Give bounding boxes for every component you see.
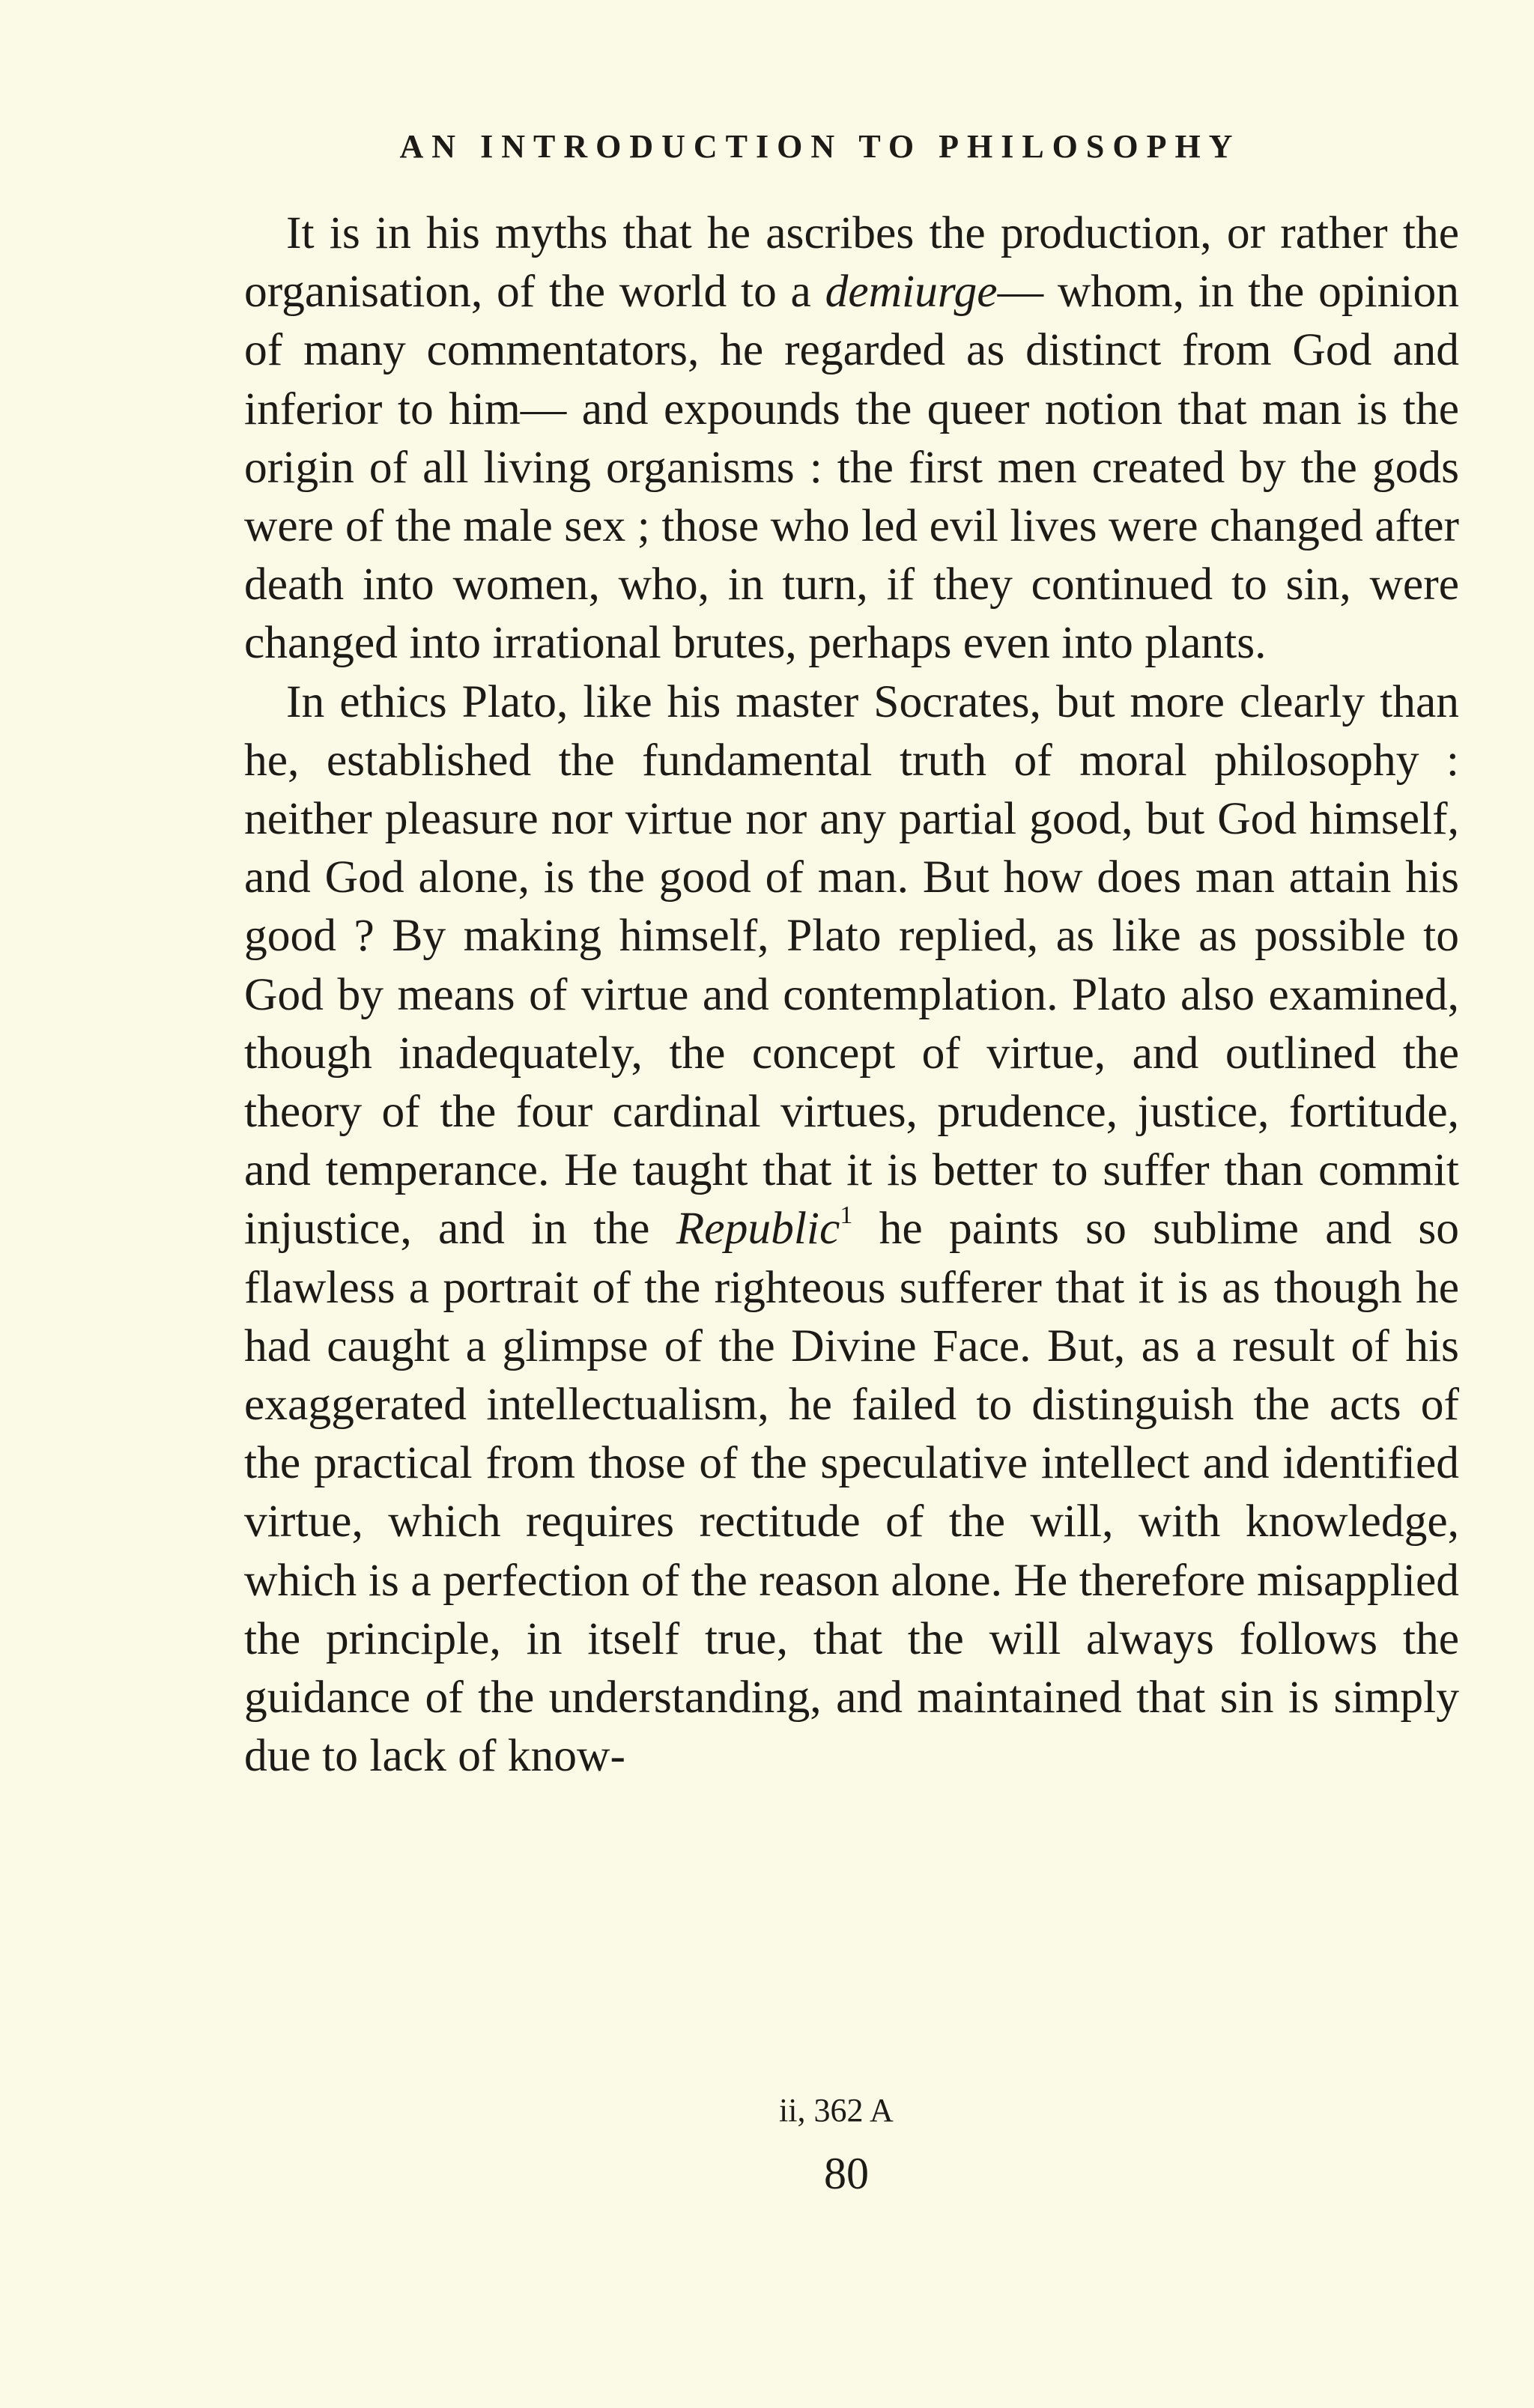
paragraph-1-text-a: It is in his myths that he ascribes the production, or rather the organisation, of the world to a [244,207,1459,318]
page-number: 80 [824,2149,869,2198]
italic-title-republic: Republic [676,1203,840,1255]
paragraph-1-text-b: — whom, in the opinion of many commentators, he regarded as distinct from God and inferior to him— and expounds the queer notion that man is the origin of all living organisms : the first men created by the gods were of the male sex ; those who led evil lives were changed after death into women, who, in turn, if they continued to sin, were changed into irrational brutes, perhaps even into plants. [244,266,1459,669]
italic-term-demiurge: demiurge [825,266,998,318]
paragraph-1 [244,204,1459,673]
footnote: ii, 362 A [779,2092,894,2129]
paragraph-2-text-a: In ethics Plato, like his master Socrates, but more clearly than he, established the fundamental truth of moral philosophy : neither pleasure nor virtue nor any partial good, but God himself, and God alone, is the good of man. But how does man attain his good ? By making himself, Plato replied, as like as possible to God by means of virtue and contemplation. Plato also examined, though inadequately, the concept of virtue, and outlined the theory of the four cardinal virtues, prudence, justice, fortitude, and temperance. He taught that it is better to suffer than commit injustice, and in the [244,676,1459,1255]
footnote-marker: 1 [840,1201,853,1229]
body-text [244,204,1459,1785]
running-head: AN INTRODUCTION TO PHILOSOPHY [399,128,1241,165]
paragraph-2 [244,673,1459,1786]
paragraph-2-text-b: he paints so sublime and so flawless a portrait of the righteous sufferer that it is as though he had caught a glimpse of the Divine Face. But, as a result of his exaggerated intellectualism, he failed to distinguish the acts of the practical from those of the speculative intellect and identified virtue, which requires rectitude of the will, with knowledge, which is a perfection of the reason alone. He therefore misapplied the principle, in itself true, that the will always follows the guidance of the understanding, and maintained that sin is simply due to lack of know- [244,1203,1460,1782]
